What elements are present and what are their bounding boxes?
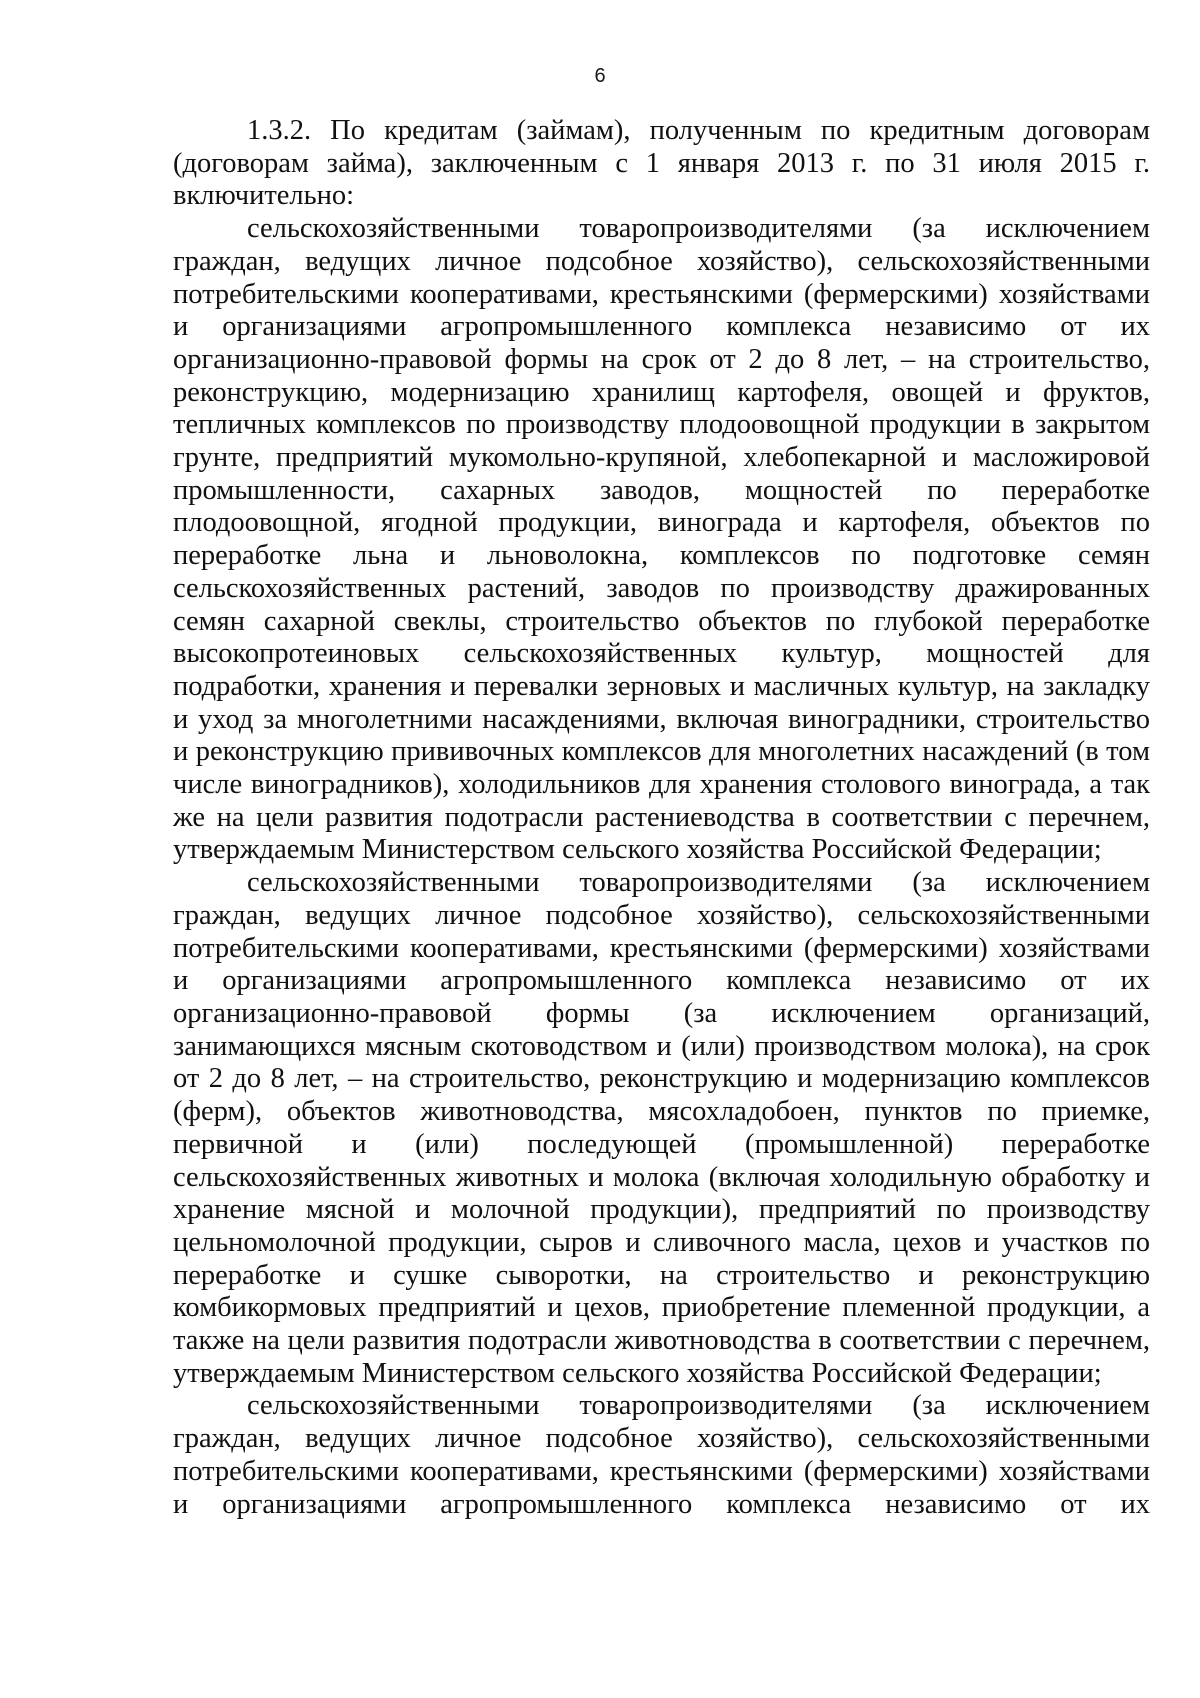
paragraph-1-3-2-heading: 1.3.2. По кредитам (займам), полученным по кредитным договорам (договорам займа), заключенным с 1 января 2013 г. по 31 июля 2015 г. включительно: bbox=[173, 115, 1150, 212]
paragraph-crop-production: сельскохозяйственными товаропроизводителями (за исключением граждан, ведущих личное подсобное хозяйство), сельскохозяйственными потребительскими кооперативами, крестьянскими (фермерскими) хозяйствами и организациями агропромышленного комплекса независимо от их организационно-правовой формы на срок от 2 до 8 лет, – на строительство, реконструкцию, модернизацию хранилищ картофеля, овощей и фруктов, тепличных комплексов по производству плодоовощной продукции в закрытом грунте, предприятий мукомольно-крупяной, хлебопекарной и масложировой промышленности, сахарных заводов, мощностей по переработке плодоовощной, ягодной продукции, винограда и картофеля, объектов по переработке льна и льноволокна, комплексов по подготовке семян сельскохозяйственных растений, заводов по производству дражированных семян сахарной свеклы, строительство объектов по глубокой переработке высокопротеиновых сельскохозяйственных культур, мощностей для подработки, хранения и перевалки зерновых и масличных культур, на закладку и уход за многолетними насаждениями, включая виноградники, строительство и реконструкцию прививочных комплексов для многолетних насаждений (в том числе виноградников), холодильников для хранения столового винограда, а так же на цели развития подотрасли растениеводства в соответствии с перечнем, утверждаемым Министерством сельского хозяйства Российской Федерации; bbox=[173, 213, 1150, 866]
document-body bbox=[173, 115, 1150, 1521]
paragraph-livestock: сельскохозяйственными товаропроизводителями (за исключением граждан, ведущих личное подсобное хозяйство), сельскохозяйственными потребительскими кооперативами, крестьянскими (фермерскими) хозяйствами и организациями агропромышленного комплекса независимо от их организационно-правовой формы (за исключением организаций, занимающихся мясным скотоводством и (или) производством молока), на срок от 2 до 8 лет, – на строительство, реконструкцию и модернизацию комплексов (ферм), объектов животноводства, мясохладобоен, пунктов по приемке, первичной и (или) последующей (промышленной) переработке сельскохозяйственных животных и молока (включая холодильную обработку и хранение мясной и молочной продукции), предприятий по производству цельномолочной продукции, сыров и сливочного масла, цехов и участков по переработке и сушке сыворотки, на строительство и реконструкцию комбикормовых предприятий и цехов, приобретение племенной продукции, а также на цели развития подотрасли животноводства в соответствии с перечнем, утверждаемым Министерством сельского хозяйства Российской Федерации; bbox=[173, 867, 1150, 1389]
paragraph-continued: сельскохозяйственными товаропроизводителями (за исключением граждан, ведущих личное подсобное хозяйство), сельскохозяйственными потребительскими кооперативами, крестьянскими (фермерскими) хозяйствами и организациями агропромышленного комплекса независимо от их bbox=[173, 1390, 1150, 1520]
page-number: 6 bbox=[594, 65, 606, 87]
